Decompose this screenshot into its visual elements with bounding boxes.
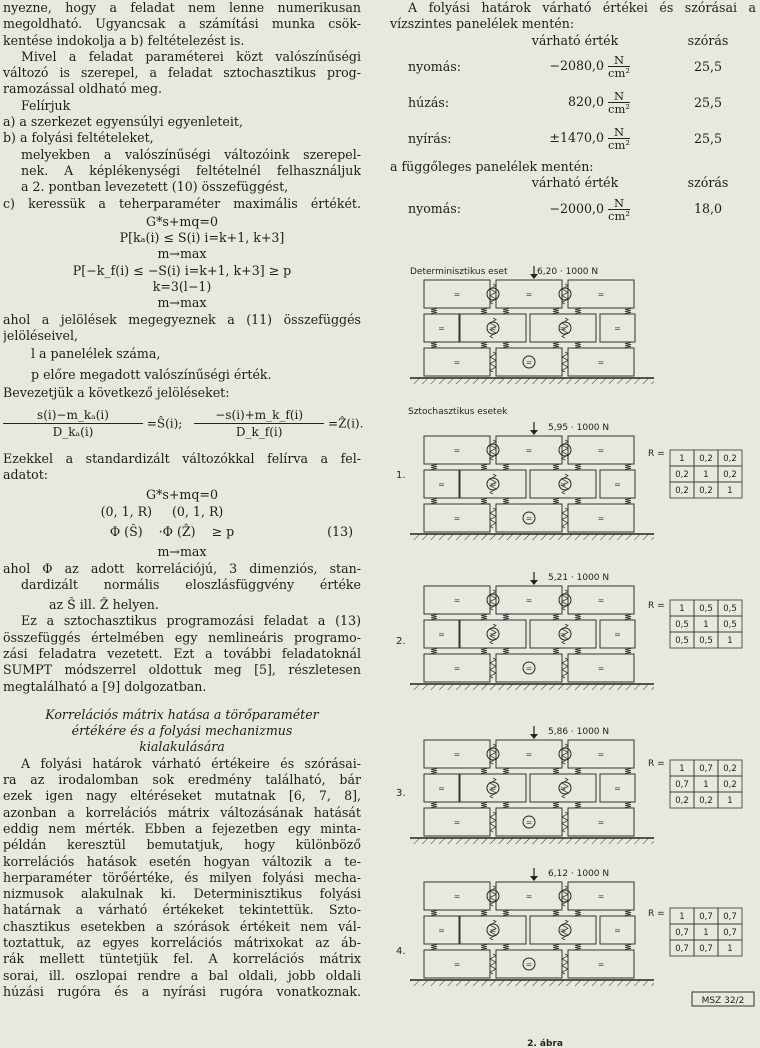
svg-text:=: =: [453, 596, 461, 605]
svg-text:1: 1: [679, 454, 685, 464]
matrix-cell: [670, 908, 694, 924]
det-load-label: 6,20 · 1000 N: [537, 267, 599, 277]
matrix-cell: [670, 924, 694, 940]
svg-text:=: =: [597, 960, 605, 969]
svg-text:0,5: 0,5: [723, 604, 737, 614]
correlation-matrix: [670, 908, 742, 956]
paragraph-3: ahol a jelölések megegyeznek a (11) összefüggés jelöléseivel,: [3, 311, 361, 343]
l-definition: l a panelélek száma,: [31, 346, 161, 362]
svg-text:=: =: [489, 324, 497, 333]
svg-text:1: 1: [727, 796, 733, 806]
svg-text:=: =: [559, 630, 567, 639]
matrix-cell: [718, 760, 742, 776]
svg-text:1: 1: [679, 912, 685, 922]
header-std: szórás: [687, 32, 729, 48]
svg-text:=: =: [559, 784, 567, 793]
case-number: 1.: [396, 470, 406, 481]
svg-text:1: 1: [703, 620, 709, 630]
paragraph-6: Ez a sztochasztikus programozási feladat a (13) összefüggés értelmében egy nemlineáris programo- zási feladatra vezetett. Ezt a további feladatoknál SUMPT módszerrel oldottuk meg [5], részletesen megtalálható a [9] dolgozatban.: [3, 613, 361, 694]
table-row: nyírás: ±1470,0 $\frac{N}{\text{cm²}}$ 25,5: [408, 125, 722, 153]
svg-text:=: =: [559, 480, 567, 489]
svg-text:=: =: [489, 480, 497, 489]
p-definition: p előre megadott valószínűségi érték.: [31, 366, 272, 382]
vertical-intro: a függőleges panelélek mentén:: [390, 158, 594, 174]
matrix-cell: [694, 600, 718, 616]
svg-text:0,7: 0,7: [699, 944, 713, 954]
matrix-cell: [670, 616, 694, 632]
matrix-cell: [718, 792, 742, 808]
svg-text:=: =: [525, 664, 533, 673]
svg-text:0,7: 0,7: [675, 944, 689, 954]
svg-text:1: 1: [703, 780, 709, 790]
svg-text:=: =: [525, 514, 533, 523]
svg-text:=: =: [453, 514, 461, 523]
matrix-cell: [718, 466, 742, 482]
standardization-fractions: $\frac{\text{s(i)−m\_kₐ(i)}}{\text{D\_kₐ(i)}}$ =Ŝ(i); $\frac{-s(i)+m\_k\_f(i)}{D\_k\_f(i)}$ =Ẑ(i).: [3, 407, 361, 441]
header-expected: várható érték: [531, 32, 619, 48]
svg-text:=: =: [525, 750, 533, 759]
svg-text:=: =: [597, 446, 605, 455]
matrix-cell: [694, 792, 718, 808]
case-number: 4.: [396, 946, 406, 957]
svg-text:=: =: [453, 290, 461, 299]
svg-text:0,7: 0,7: [699, 764, 713, 774]
matrix-cell: [670, 466, 694, 482]
svg-text:=: =: [525, 892, 533, 901]
paragraph-1: nyezne, hogy a feladat nem lenne numerikusan megoldható. Ugyancsak a számítási munka csök- kentése indokolja a b) feltételezést is.: [3, 0, 361, 48]
fraction-z: $\frac{-s(i)+m\_k\_f(i)}{D\_k\_f(i)}$: [194, 407, 324, 441]
svg-text:0,5: 0,5: [699, 636, 713, 646]
svg-text:=: =: [438, 324, 445, 333]
svg-text:=: =: [453, 750, 461, 759]
load-label: 5,95 · 1000 N: [548, 423, 610, 433]
paragraph-7: A folyási határok várható értékeire és szórásai- ra az irodalomban sok eredmény található, bár ezek igen nagy eltéréseket mutatnak [6, 7, 8], azonban a korrelációs mátrix változásának hatását eddig nem mérték. Ebben a fejezetben egy minta- példán keresztül bemutatjuk, hogy különböző korrelációs hatások esetén hogyan változik a te- herparaméter törőértéke, és milyen folyási mecha- nizmusok alakulnak ki. Determinisztikus folyási határnak a várható értékeket tekintettük. Szto- chasztikus esetekben a szórások értékeit nem vál- toztattuk, az egyes korrelációs mátrixokat az áb- rák mellett tüntetjük fel. A korrelációs mátrix sorai, ill. oszlopai rendre a bal oldali, jobb oldali húzási rugóra és a nyírási rugóra vonatkoznak.: [3, 755, 361, 999]
svg-text:1: 1: [727, 944, 733, 954]
svg-text:=: =: [438, 630, 445, 639]
matrix-cell: [670, 776, 694, 792]
wall-diagram: [410, 572, 654, 690]
svg-text:1: 1: [727, 486, 733, 496]
wall-diagram: [410, 868, 654, 986]
matrix-cell: [718, 908, 742, 924]
paragraph-4: Ezekkel a standardizált változókkal felírva a fel- adatot:: [3, 450, 361, 483]
svg-text:=: =: [614, 926, 621, 935]
svg-text:0,2: 0,2: [699, 796, 713, 806]
load-label: 5,86 · 1000 N: [548, 727, 610, 737]
matrix-cell: [694, 450, 718, 466]
yield-table-horizontal: [390, 33, 756, 157]
svg-text:=: =: [525, 358, 533, 367]
svg-text:=: =: [597, 514, 605, 523]
stochastic-cases: [396, 407, 742, 986]
svg-text:0,5: 0,5: [699, 604, 713, 614]
svg-text:=: =: [597, 750, 605, 759]
yield-table-vertical: várható érték szórás nyomás: −2000,0 $\frac{N}{\text{cm²}}$ 18,0: [390, 175, 756, 227]
wall-diagram: [410, 422, 654, 540]
matrix-cell: [694, 482, 718, 498]
svg-text:=: =: [559, 926, 567, 935]
svg-text:=: =: [489, 784, 497, 793]
svg-text:=: =: [438, 926, 445, 935]
matrix-cell: [718, 924, 742, 940]
case-number: 3.: [396, 788, 406, 799]
svg-text:1: 1: [703, 470, 709, 480]
svg-text:0,5: 0,5: [723, 620, 737, 630]
matrix-cell: [670, 450, 694, 466]
right-intro: A folyási határok várható értékei és szórásai a vízszintes panelélek mentén:: [390, 0, 756, 32]
matrix-cell: [718, 482, 742, 498]
case-2: [396, 572, 742, 690]
left-column: [3, 0, 364, 1000]
svg-text:0,7: 0,7: [723, 928, 737, 938]
svg-text:0,2: 0,2: [675, 486, 689, 496]
svg-text:0,2: 0,2: [723, 764, 737, 774]
matrix-cell: [694, 760, 718, 776]
table-row: nyomás: −2000,0 $\frac{N}{\text{cm²}}$ 18,0: [408, 195, 722, 223]
svg-text:0,7: 0,7: [723, 912, 737, 922]
svg-text:0,2: 0,2: [723, 454, 737, 464]
felirjuk: Felírjuk: [21, 97, 71, 113]
matrix-cell: [694, 908, 718, 924]
table-row: húzás: 820,0 $\frac{N}{\text{cm²}}$ 25,5: [408, 89, 722, 117]
svg-text:0,2: 0,2: [675, 796, 689, 806]
wall-diagram: [410, 266, 654, 384]
svg-text:=: =: [453, 818, 461, 827]
svg-text:1: 1: [679, 764, 685, 774]
svg-text:=: =: [597, 596, 605, 605]
matrix-cell: [694, 776, 718, 792]
svg-text:=: =: [525, 290, 533, 299]
svg-text:0,2: 0,2: [723, 780, 737, 790]
svg-text:=: =: [614, 630, 621, 639]
svg-text:0,7: 0,7: [699, 912, 713, 922]
correlation-matrix: [670, 760, 742, 808]
matrix-cell: [694, 924, 718, 940]
load-label: 5,21 · 1000 N: [548, 573, 610, 583]
list-item-b-cont: melyekben a valószínűségi változóink szerepel- nek. A képlékenységi feltételnél felhasználjuk a 2. pontban levezetett (10) összefüggést,: [21, 146, 361, 195]
equation-block-1: G*s+mq=0 P[kₐ(i) ≤ S(i) i=k+1, k+3] m→max P[−k_f(i) ≤ −S(i) i=k+1, k+3] ≥ p k=3(l−1) m→max: [72, 213, 292, 311]
svg-text:=: =: [438, 480, 445, 489]
svg-text:0,2: 0,2: [699, 454, 713, 464]
paragraph-5: ahol Φ az adott korrelációjú, 3 dimenziós, stan- dardizált normális eloszlásfüggvény értéke az Ŝ ill. Ẑ helyen.: [3, 560, 361, 613]
svg-text:0,7: 0,7: [675, 780, 689, 790]
list-item-b: b) a folyási feltételeket,: [3, 130, 154, 146]
bevezetjuk: Bevezetjük a következő jelöléseket:: [3, 384, 230, 400]
equation-number: (13): [327, 523, 353, 539]
svg-text:=: =: [597, 892, 605, 901]
svg-text:=: =: [597, 290, 605, 299]
right-column: [390, 0, 756, 227]
matrix-cell: [718, 940, 742, 956]
matrix-cell: [718, 776, 742, 792]
svg-text:1: 1: [727, 636, 733, 646]
fraction-s: $\frac{\text{s(i)−m\_kₐ(i)}}{\text{D\_kₐ(i)}}$: [3, 407, 143, 441]
case-4: [396, 868, 742, 986]
svg-text:=: =: [559, 324, 567, 333]
svg-text:=: =: [525, 960, 533, 969]
figure-caption: 2. ábra: [527, 1039, 563, 1048]
matrix-cell: [694, 940, 718, 956]
svg-text:1: 1: [679, 604, 685, 614]
correlation-matrix: [670, 450, 742, 498]
svg-text:1: 1: [703, 928, 709, 938]
unit: $\frac{N}{\text{cm²}}$: [608, 195, 630, 223]
unit: $\frac{N}{\text{cm²}}$: [608, 125, 630, 153]
matrix-cell: [670, 940, 694, 956]
wall-diagram: [410, 726, 654, 844]
matrix-cell: [694, 632, 718, 648]
svg-text:=: =: [453, 446, 461, 455]
svg-text:=: =: [614, 480, 621, 489]
matrix-cell: [718, 450, 742, 466]
case-3: [396, 726, 742, 844]
svg-text:=: =: [597, 358, 605, 367]
svg-text:=: =: [453, 892, 461, 901]
svg-text:0,5: 0,5: [675, 636, 689, 646]
svg-text:=: =: [489, 926, 497, 935]
svg-text:0,7: 0,7: [675, 928, 689, 938]
matrix-cell: [718, 632, 742, 648]
matrix-cell: [694, 466, 718, 482]
deterministic-case: [410, 266, 654, 384]
correlation-matrix: [670, 600, 742, 648]
svg-text:=: =: [525, 446, 533, 455]
matrix-cell: [670, 482, 694, 498]
figure-2: [390, 256, 760, 1048]
load-label: 6,12 · 1000 N: [548, 869, 610, 879]
svg-text:=: =: [489, 630, 497, 639]
svg-text:=: =: [525, 818, 533, 827]
r-label: R =: [648, 909, 665, 919]
section-heading: Korrelációs mátrix hatása a törőparaméter értékére és a folyási mechanizmus kialakulására: [45, 706, 319, 755]
list-item-a: a) a szerkezet egyensúlyi egyenleteit,: [3, 114, 243, 130]
matrix-cell: [718, 616, 742, 632]
svg-text:0,2: 0,2: [675, 470, 689, 480]
equation-block-2: G*s+mq=0 (0, 1, R) (0, 1, R) Φ (Ŝ) ·Φ (Ẑ) ≥ p (13) m→max: [100, 487, 353, 560]
matrix-cell: [670, 600, 694, 616]
matrix-cell: [670, 792, 694, 808]
svg-text:0,2: 0,2: [723, 470, 737, 480]
det-label: Determinisztikus eset: [410, 267, 508, 277]
svg-text:=: =: [453, 664, 461, 673]
sto-label: Sztochasztikus esetek: [408, 407, 508, 417]
list-item-c: c) keressük a teherparaméter maximális értékét.: [3, 195, 361, 211]
paragraph-2: Mivel a feladat paraméterei közt valószínűségi változó is szerepel, a feladat sztochasztikus prog- ramozással oldható meg.: [3, 48, 361, 97]
matrix-cell: [670, 632, 694, 648]
svg-text:0,5: 0,5: [675, 620, 689, 630]
stamp: [692, 992, 754, 1006]
matrix-cell: [718, 600, 742, 616]
svg-text:=: =: [614, 784, 621, 793]
r-label: R =: [648, 759, 665, 769]
case-number: 2.: [396, 636, 406, 647]
svg-text:=: =: [438, 784, 445, 793]
case-1: [396, 422, 742, 540]
r-label: R =: [648, 449, 665, 459]
unit: $\frac{N}{\text{cm²}}$: [608, 89, 630, 117]
svg-text:=: =: [597, 818, 605, 827]
r-label: R =: [648, 601, 665, 611]
unit: $\frac{N}{\text{cm²}}$: [608, 53, 630, 81]
matrix-cell: [694, 616, 718, 632]
svg-text:=: =: [453, 960, 461, 969]
matrix-cell: [670, 760, 694, 776]
svg-text:=: =: [597, 664, 605, 673]
table-row: nyomás: −2080,0 $\frac{N}{\text{cm²}}$ 25,5: [408, 53, 722, 81]
svg-text:MSZ 32/2: MSZ 32/2: [701, 996, 745, 1006]
svg-text:=: =: [614, 324, 621, 333]
svg-text:0,2: 0,2: [699, 486, 713, 496]
svg-text:=: =: [525, 596, 533, 605]
svg-text:=: =: [453, 358, 461, 367]
